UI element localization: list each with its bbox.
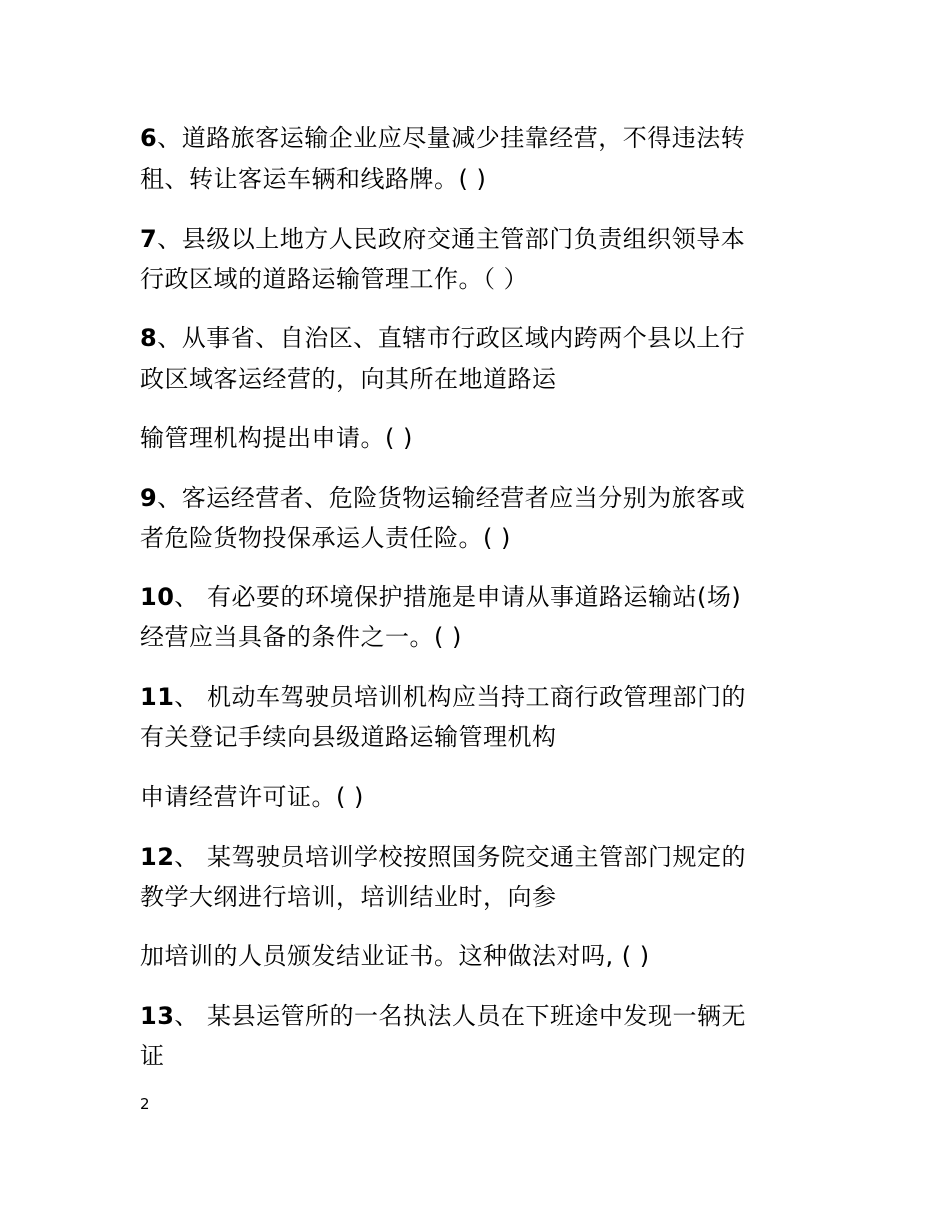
question-text: 经营应当具备的条件之一。( ) [140,623,462,651]
question-number: 7 [140,225,158,253]
question-8-line-1 [140,323,745,353]
question-number: 12 [140,843,175,871]
question-number: 10 [140,583,175,611]
question-11-line-2 [140,722,557,752]
question-text: 、 机动车驾驶员培训机构应当持工商行政管理部门的 [174,683,747,711]
question-6-line-1 [140,123,745,153]
question-text: 、 有必要的环境保护措施是申请从事道路运输站(场) [174,583,742,611]
question-number: 11 [140,683,175,711]
question-12-line-1 [140,842,746,872]
question-12-line-3 [140,941,650,971]
question-text: 加培训的人员颁发结业证书。这种做法对吗, ( ) [140,942,650,970]
question-6-line-2 [140,164,486,194]
question-number: 13 [140,1002,175,1030]
question-9-line-2 [140,523,511,553]
question-text: 、道路旅客运输企业应尽量减少挂靠经营，不得违法转 [157,124,746,152]
question-12-line-2 [140,882,557,912]
question-11-line-1 [140,682,746,712]
question-7-line-1 [140,224,745,254]
question-text: 、 某驾驶员培训学校按照国务院交通主管部门规定的 [174,843,747,871]
question-text: 、从事省、自治区、直辖市行政区域内跨两个县以上行 [157,324,746,352]
question-8-line-2 [140,364,557,394]
question-text: 教学大纲进行培训，培训结业时，向参 [140,883,557,911]
question-text: 输管理机构提出申请。( ) [140,424,413,452]
question-8-line-3 [140,423,413,453]
question-number: 6 [140,124,158,152]
question-number: 9 [140,484,158,512]
question-number: 8 [140,324,158,352]
question-text: 政区域客运经营的，向其所在地道路运 [140,365,557,393]
question-text: 者危险货物投保承运人责任险。( ) [140,524,511,552]
question-10-line-2 [140,622,462,652]
question-text: 、客运经营者、危险货物运输经营者应当分别为旅客或 [157,484,746,512]
question-text: 申请经营许可证。( ) [140,783,364,811]
question-text: 、县级以上地方人民政府交通主管部门负责组织领导本 [157,225,746,253]
question-7-line-2 [140,264,528,294]
question-text: 有关登记手续向县级道路运输管理机构 [140,723,557,751]
question-text: 租、转让客运车辆和线路牌。( ) [140,165,487,193]
question-13-line-2 [140,1041,165,1071]
page-number: 2 [140,1095,150,1113]
question-text: 、 某县运管所的一名执法人员在下班途中发现一辆无 [174,1002,747,1030]
question-text: 行政区域的道路运输管理工作。（ ） [140,265,529,293]
question-10-line-1 [140,582,741,612]
question-13-line-1 [140,1001,746,1031]
question-9-line-1 [140,483,745,513]
question-text: 证 [140,1042,165,1070]
question-11-line-3 [140,782,364,812]
